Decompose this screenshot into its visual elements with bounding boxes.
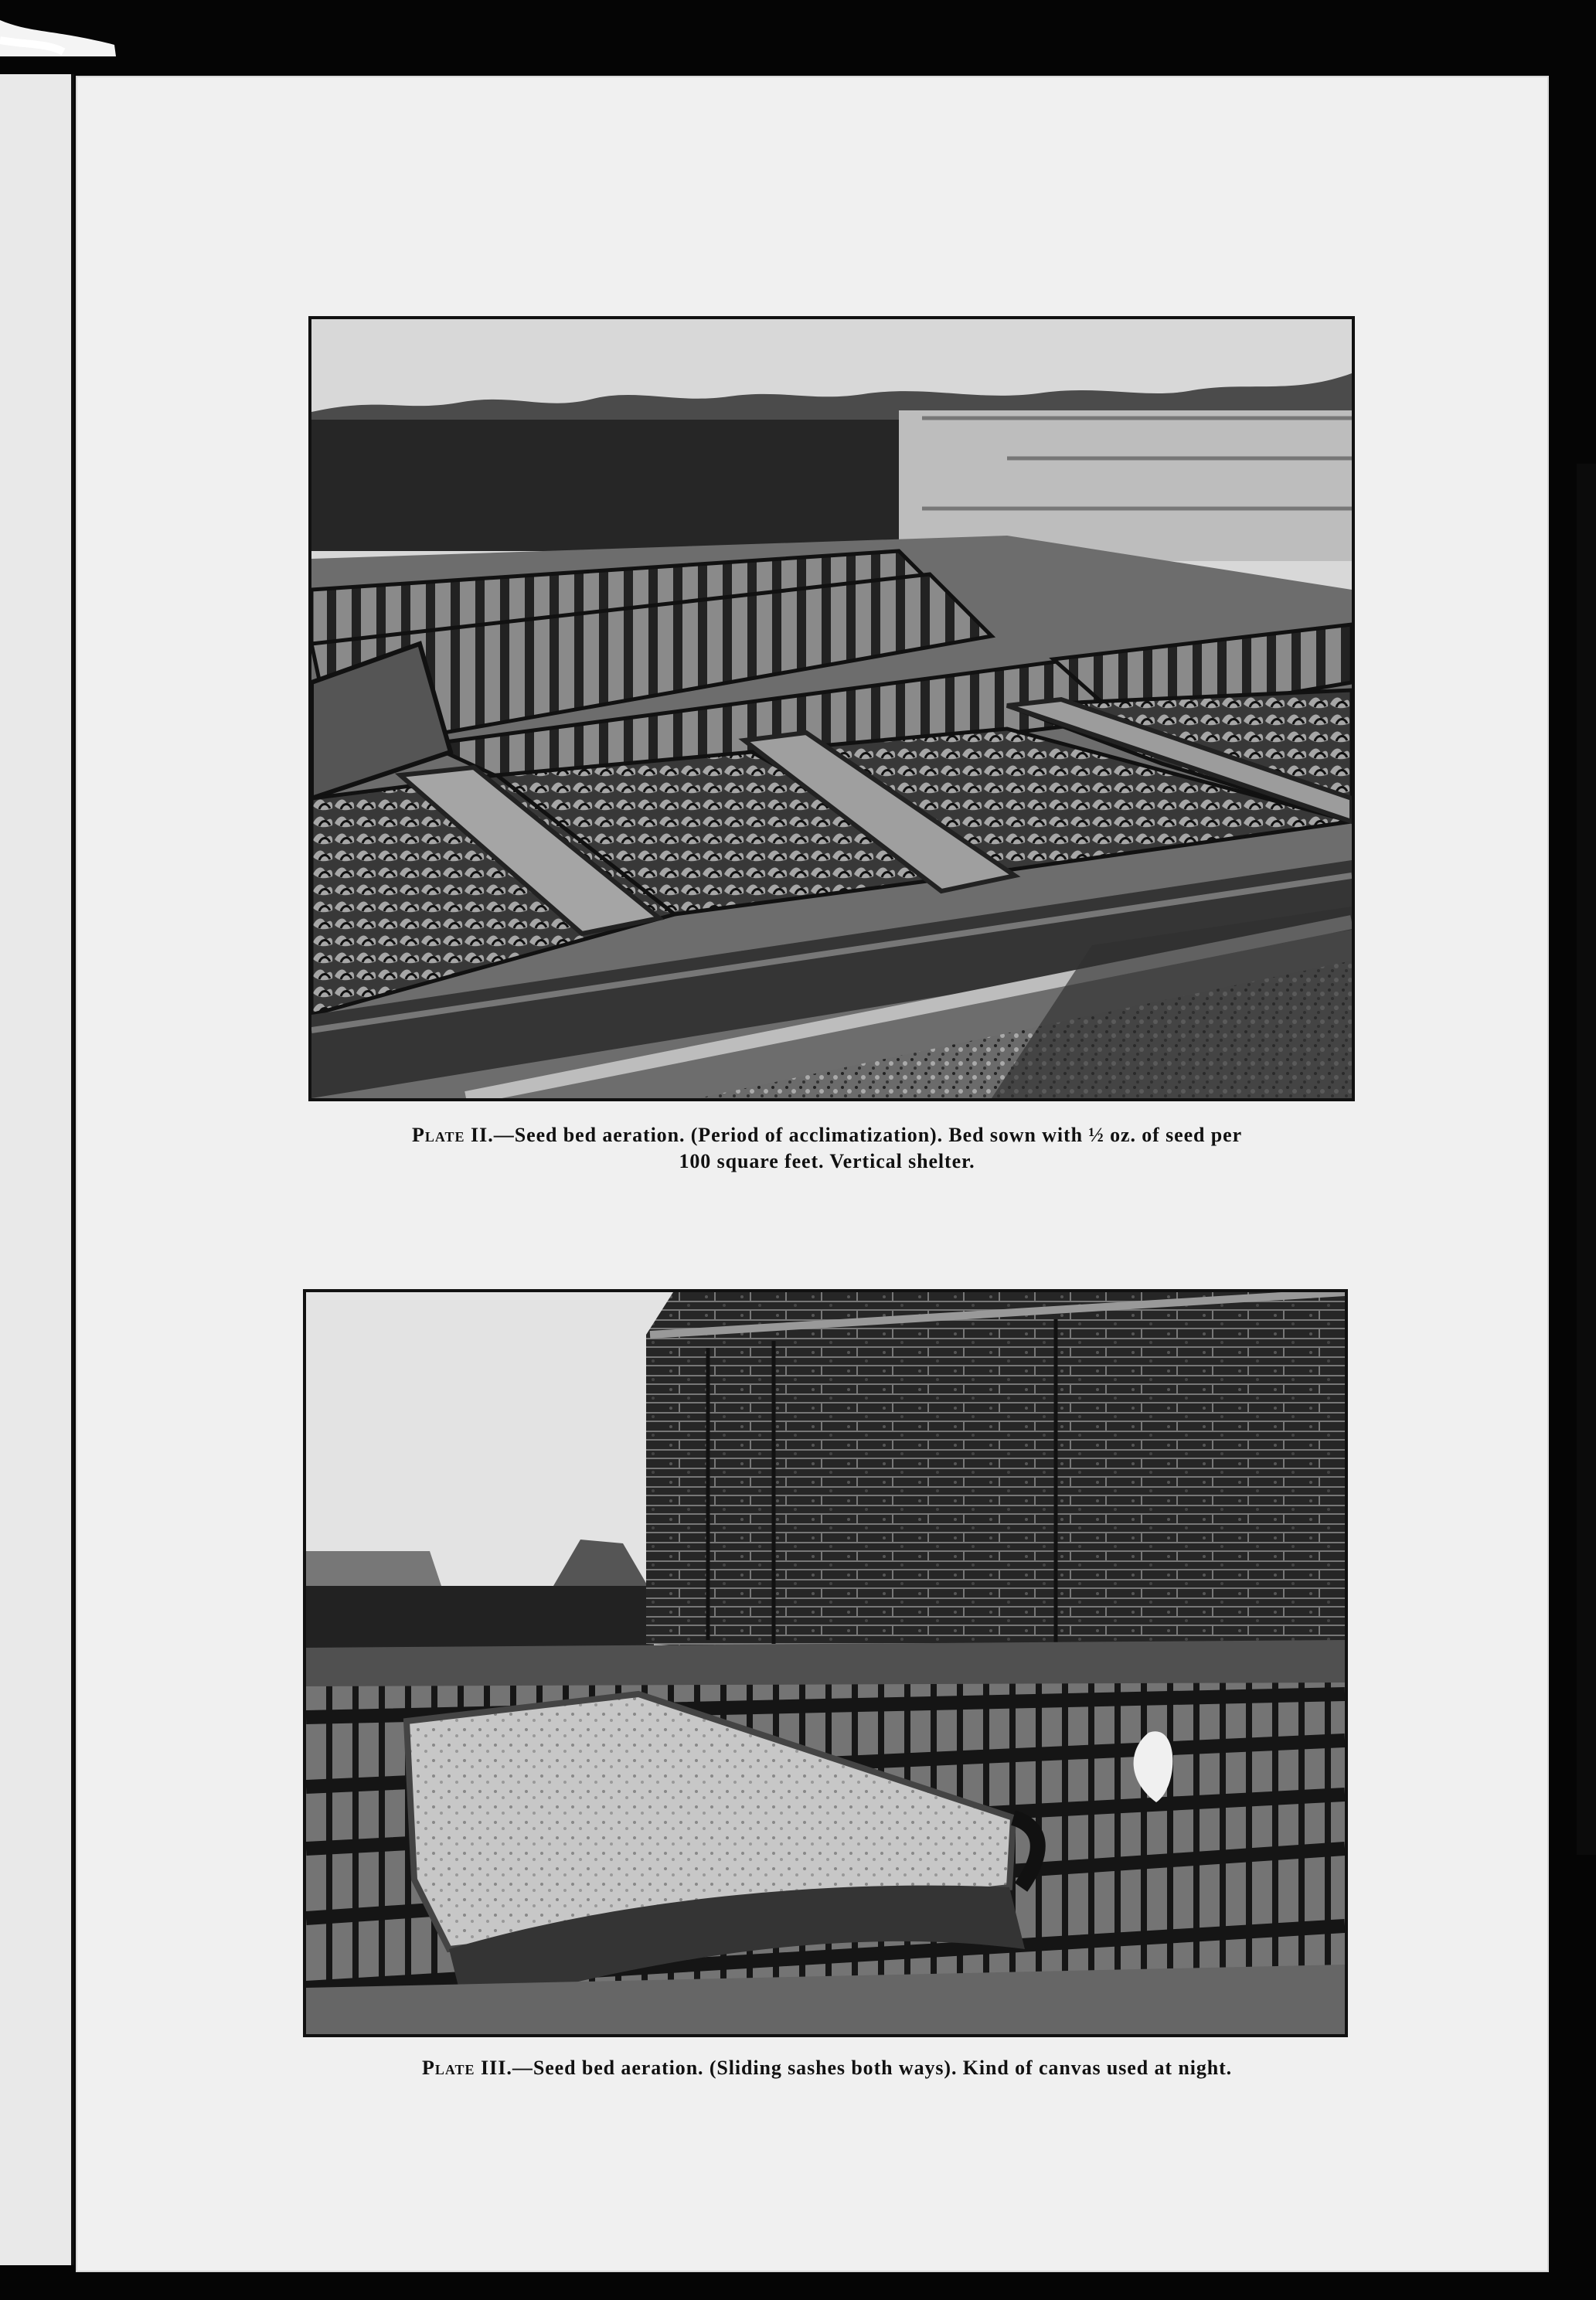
- plate-iii-caption-text: Seed bed aeration. (Sliding sashes both ways). Kind of canvas used at night.: [533, 2057, 1233, 2079]
- scan-corner-mark: [0, 14, 116, 56]
- previous-page-edge: [0, 74, 74, 2265]
- plate-iii-photograph: [303, 1289, 1348, 2037]
- plate-iii-caption-lead: Plate III.—: [421, 2057, 533, 2079]
- plate-ii-caption-line-2: 100 square feet. Vertical shelter.: [679, 1150, 975, 1172]
- plate-ii-caption: [255, 1122, 1399, 1175]
- plate-iii-caption: [274, 2055, 1380, 2081]
- plate-ii-caption-lead: Plate II.—: [411, 1124, 515, 1146]
- plate-ii-caption-line-1: Seed bed aeration. (Period of acclimatization). Bed sown with ½ oz. of seed per: [514, 1124, 1243, 1146]
- scan-right-border: [1577, 464, 1596, 1855]
- plate-ii-photograph: [308, 316, 1355, 1101]
